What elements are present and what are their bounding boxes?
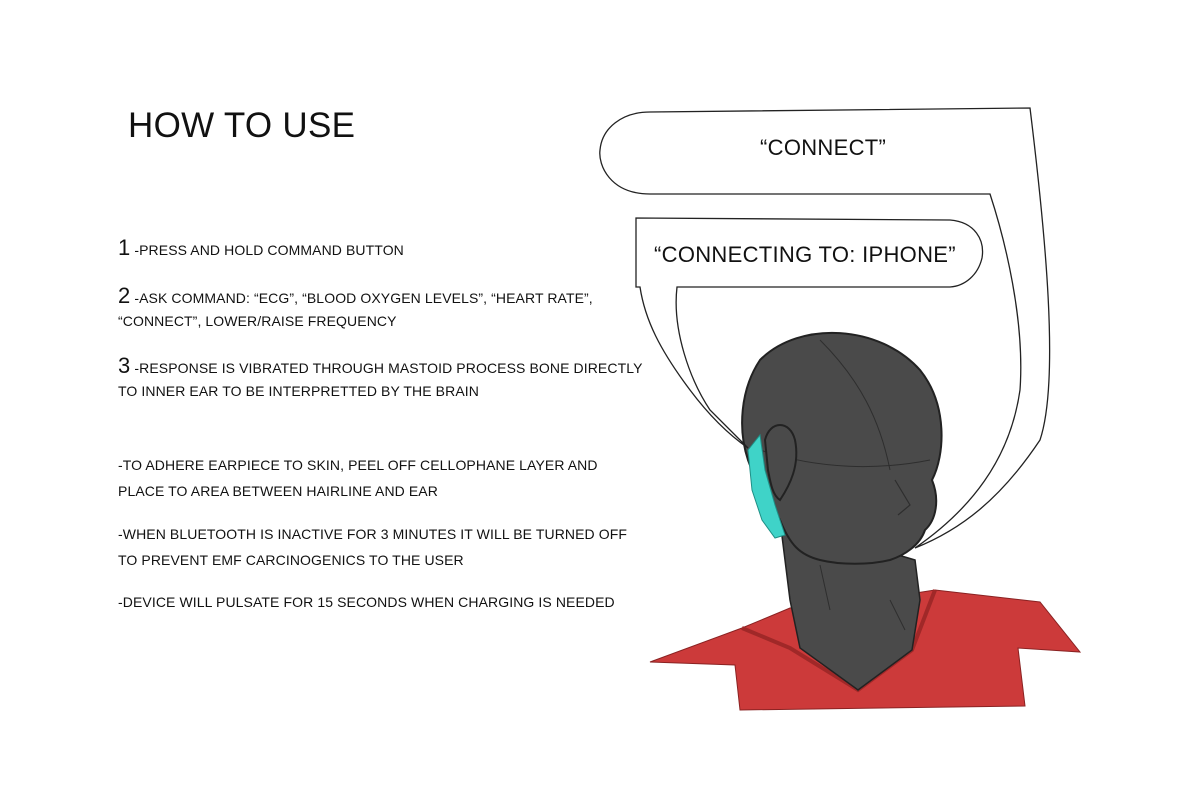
note-3-line-1: -DEVICE WILL PULSATE FOR 15 SECONDS WHEN CHARGING IS NEEDED xyxy=(118,594,615,610)
bubble-response-text: “CONNECTING TO: IPHONE” xyxy=(654,242,956,267)
note-2-line-1: -WHEN BLUETOOTH IS INACTIVE FOR 3 MINUTES IT WILL BE TURNED OFF xyxy=(118,526,628,542)
step-3-line-2: TO INNER EAR TO BE INTERPRETTED BY THE BRAIN xyxy=(118,383,479,399)
step-3-number: 3 xyxy=(118,353,131,378)
page-title: HOW TO USE xyxy=(128,106,356,145)
step-2-line-1: -ASK COMMAND: “ECG”, “BLOOD OXYGEN LEVELS”, “HEART RATE”, xyxy=(134,290,593,306)
step-2-line-2: “CONNECT”, LOWER/RAISE FREQUENCY xyxy=(118,313,397,329)
note-2-line-2: TO PREVENT EMF CARCINOGENICS TO THE USER xyxy=(118,552,464,568)
step-3-line-1: -RESPONSE IS VIBRATED THROUGH MASTOID PROCESS BONE DIRECTLY xyxy=(134,360,643,376)
note-1-line-2: PLACE TO AREA BETWEEN HAIRLINE AND EAR xyxy=(118,483,438,499)
step-2-number: 2 xyxy=(118,283,131,308)
step-1-number: 1 xyxy=(118,235,131,260)
bubble-command-text: “CONNECT” xyxy=(760,135,887,160)
note-1-line-1: -TO ADHERE EARPIECE TO SKIN, PEEL OFF CELLOPHANE LAYER AND xyxy=(118,457,598,473)
step-1-line-1: -PRESS AND HOLD COMMAND BUTTON xyxy=(134,242,404,258)
